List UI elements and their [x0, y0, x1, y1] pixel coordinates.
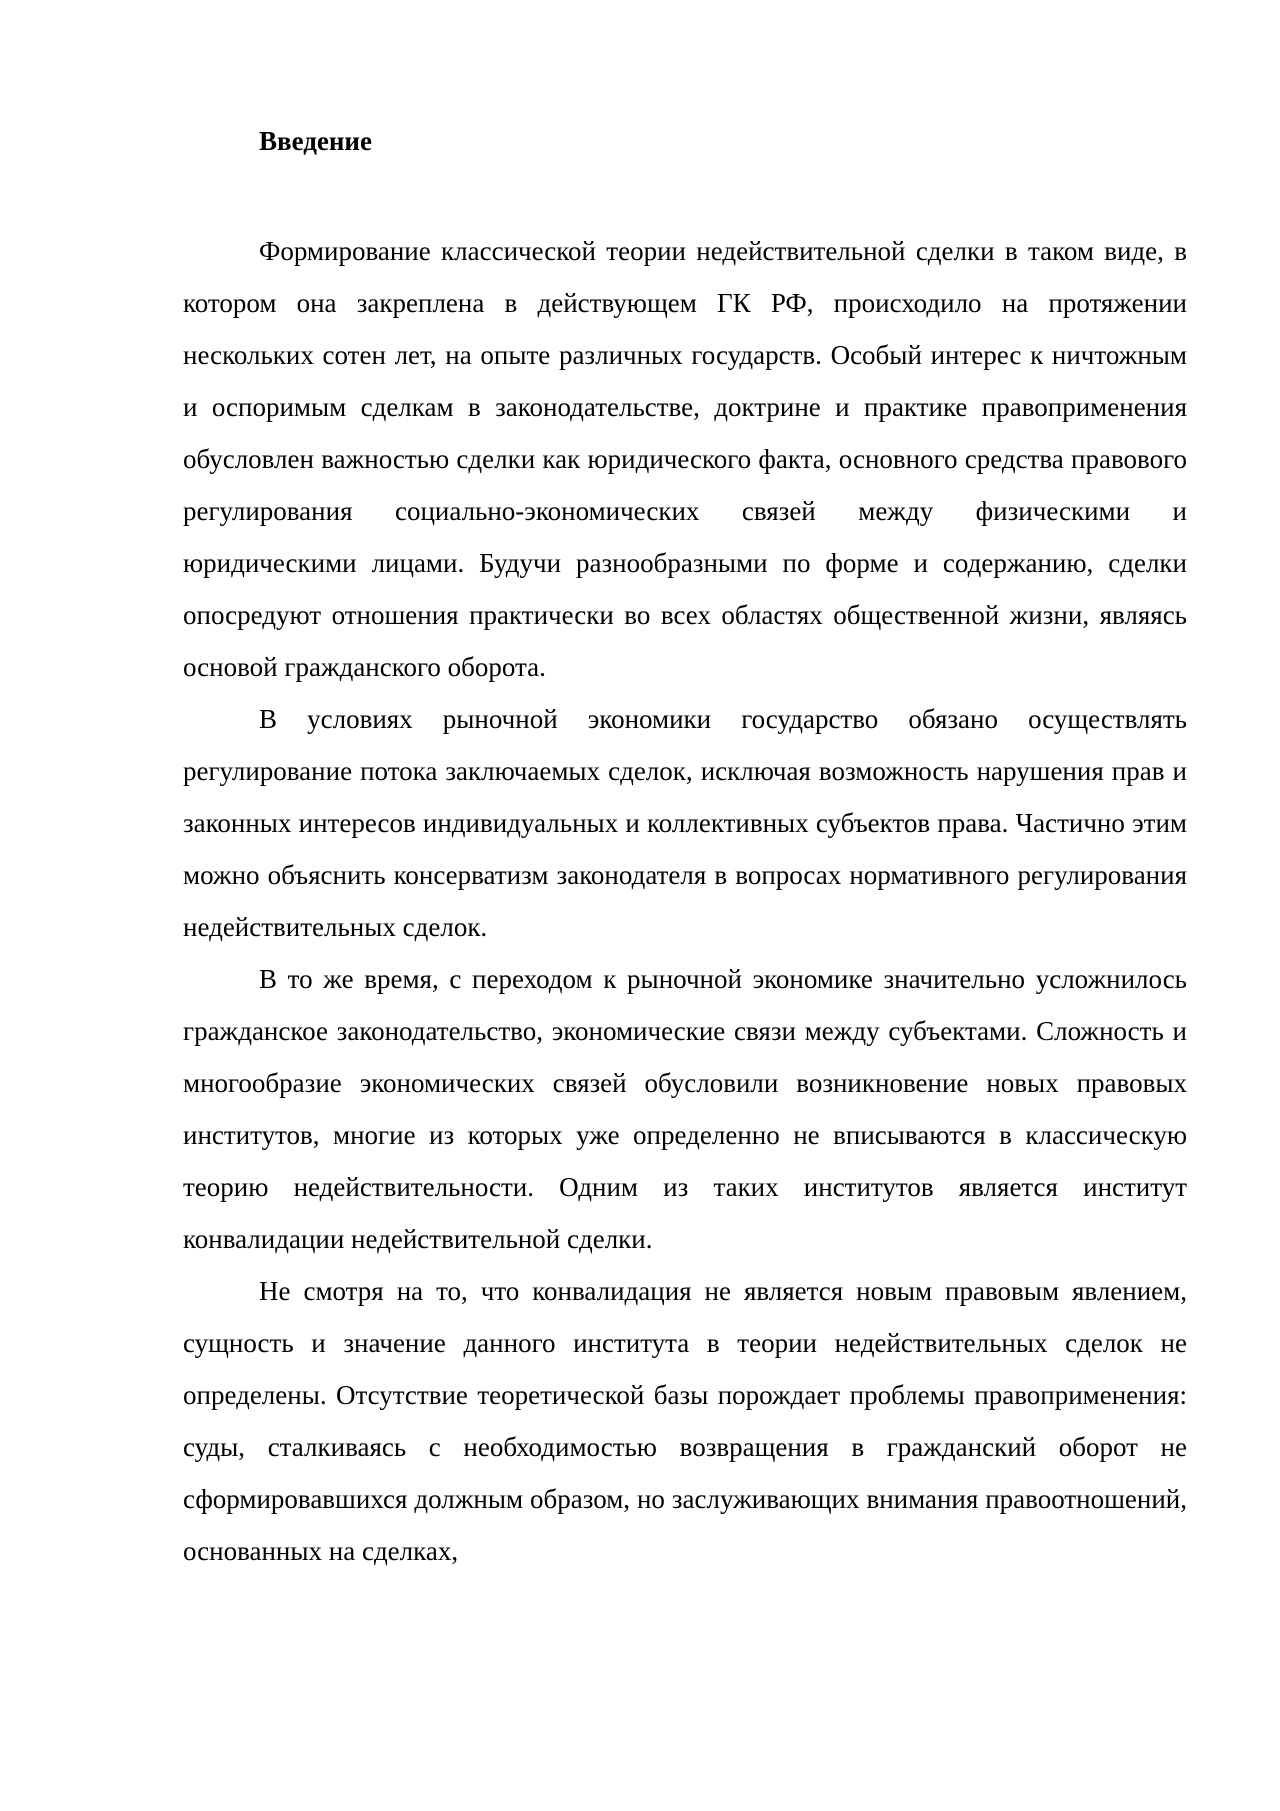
section-heading: Введение — [259, 126, 372, 156]
paragraph-2: В условиях рыночной экономики государство обязано осуществлять регулирование потока заключаемых сделок, исключая возможность нарушения прав и законных интересов индивидуальных и коллективных субъектов права. Частично этим можно объяснить консерватизм законодателя в вопросах нормативного регулирования недействительных сделок. — [183, 704, 1187, 942]
paragraph-3: В то же время, с переходом к рыночной экономике значительно усложнилось гражданское законодательство, экономические связи между субъектами. Сложность и многообразие экономических связей обусловили возникновение новых правовых институтов, многие из которых уже определенно не вписываются в классическую теорию недействительности. Одним из таких институтов является институт конвалидации недействительной сделки. — [183, 964, 1187, 1254]
paragraph-4: Не смотря на то, что конвалидация не является новым правовым явлением, сущность и значение данного института в теории недействительных сделок не определены. Отсутствие теоретической базы порождает проблемы правоприменения: суды, сталкиваясь с необходимостью возвращения в гражданский оборот не сформировавшихся должным образом, но заслуживающих внимания правоотношений, основанных на сделках, — [183, 1276, 1187, 1566]
paragraph-1: Формирование классической теории недействительной сделки в таком виде, в котором она закреплена в действующем ГК РФ, происходило на протяжении нескольких сотен лет, на опыте различных государств. Особый интерес к ничтожным и оспоримым сделкам в законодательстве, доктрине и практике правоприменения обусловлен важностью сделки как юридического факта, основного средства правового регулирования социально-экономических связей между физическими и юридическими лицами. Будучи разнообразными по форме и содержанию, сделки опосредуют отношения практически во всех областях общественной жизни, являясь основой гражданского оборота. — [183, 236, 1187, 682]
body-text — [183, 225, 1187, 1577]
